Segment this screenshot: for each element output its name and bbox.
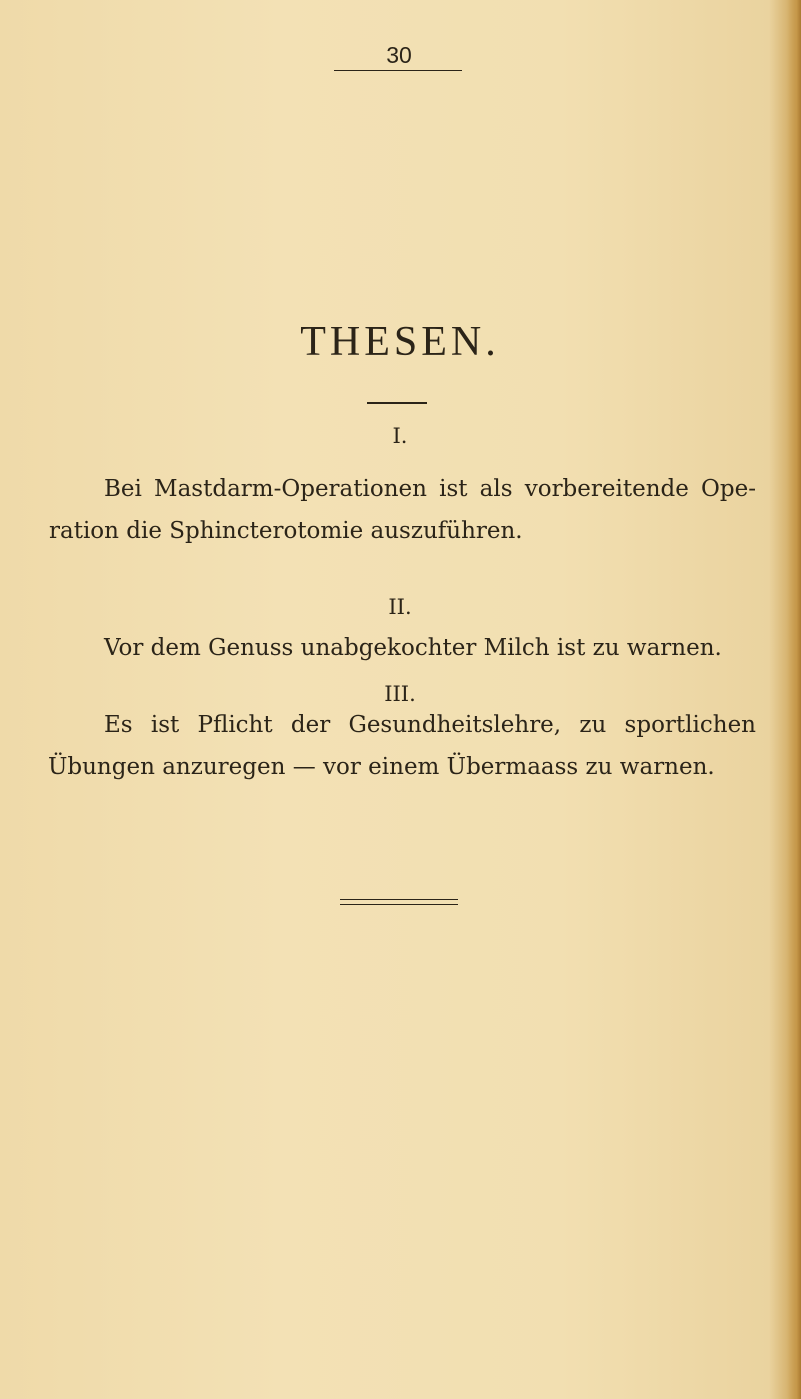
thesis-3-line-1: Es ist Pflicht der Gesundheitslehre, zu sportlichen <box>104 712 756 738</box>
thesis-3-line-2: Übungen anzuregen — vor einem Übermaass zu warnen. <box>48 754 715 780</box>
page-title: THESEN. <box>300 319 500 365</box>
title-divider <box>367 402 427 404</box>
thesis-2-numeral: II. <box>388 595 412 619</box>
thesis-3-numeral: III. <box>384 682 416 706</box>
page-number: 30 <box>386 42 412 68</box>
end-rule-bottom <box>340 904 458 905</box>
thesis-1-line-1: Bei Mastdarm-Operationen ist als vorbereitende Ope- <box>104 476 756 502</box>
page-number-rule <box>334 70 462 71</box>
thesis-2-line-1: Vor dem Genuss unabgekochter Milch ist zu warnen. <box>104 635 722 661</box>
end-rule-top <box>340 899 458 900</box>
page-edge-shadow <box>787 0 801 1399</box>
thesis-1-line-2: ration die Sphincterotomie auszuführen. <box>49 518 523 544</box>
thesis-1-numeral: I. <box>392 424 408 448</box>
